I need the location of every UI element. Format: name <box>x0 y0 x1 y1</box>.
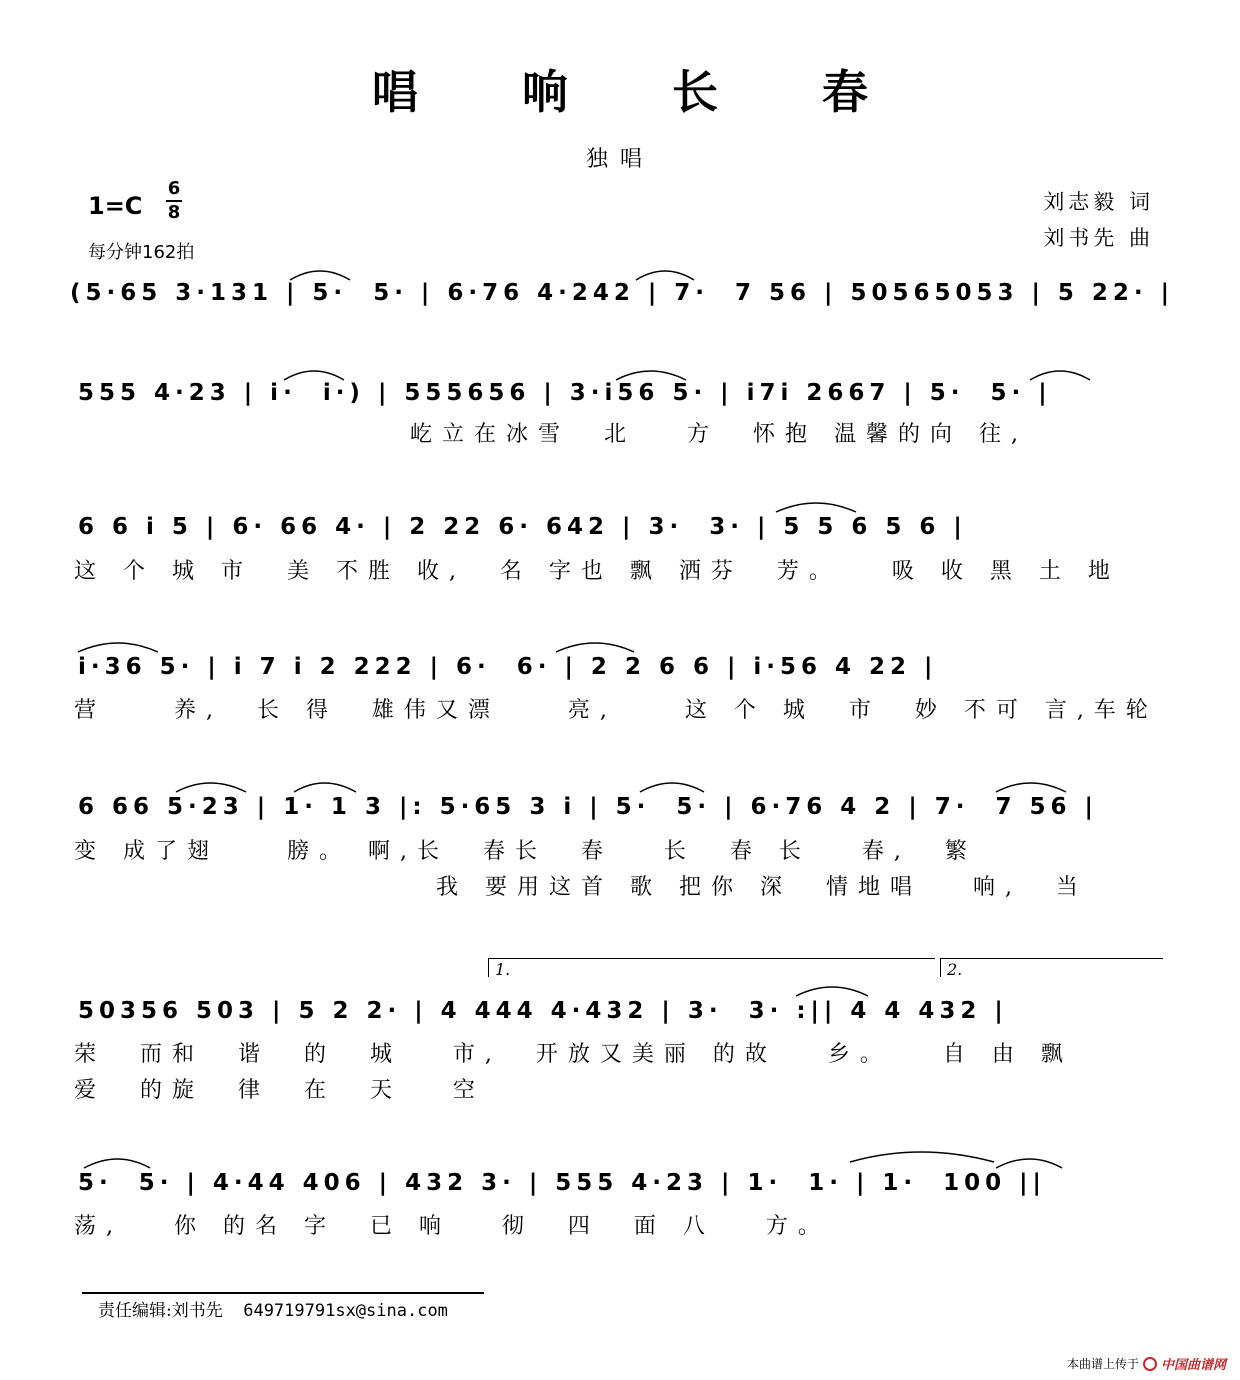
editor-email: 649719791sx@sina.com <box>243 1301 448 1321</box>
lyrics-row-6a: 荣 而和 谐 的 城 市, 开放又美丽 的故 乡。 自 由 飘 <box>74 1042 1073 1067</box>
notation-row-7: 5· 5· | 4·44 406 | 432 3· | 555 4·23 | 1· 1· | 1· 100 || <box>78 1170 1046 1196</box>
tempo-marking: 每分钟162拍 <box>88 242 195 263</box>
notation-row-2: 555 4·23 | i· i·) | 555656 | 3·i56 5· | i7i 2667 | 5· 5· | <box>78 380 1052 406</box>
editor-name: 刘书先 <box>171 1301 223 1321</box>
tie-arc <box>284 371 344 380</box>
tie-arc <box>776 503 856 512</box>
key-signature: 1=C <box>88 192 143 220</box>
lyrics-row-4: 营 养, 长 得 雄伟又漂 亮, 这 个 城 市 妙 不可 言,车轮 <box>74 698 1158 723</box>
tie-arc <box>1030 371 1090 380</box>
lyrics-row-2: 屹立在冰雪 北 方 怀抱 温馨的向 往, <box>410 422 1028 447</box>
time-signature-bottom: 8 <box>167 202 181 223</box>
tie-arc <box>996 783 1066 792</box>
tie-arc <box>850 1152 994 1162</box>
tie-arc <box>996 1159 1062 1168</box>
lyrics-row-3: 这 个 城 市 美 不胜 收, 名 字也 飘 洒芬 芳。 吸 收 黑 土 地 <box>74 559 1120 584</box>
composer-credit: 刘书先 曲 <box>1043 226 1154 250</box>
second-ending-label: 2. <box>947 960 963 979</box>
notation-row-5: 6 66 5·23 | 1· 1 3 |: 5·65 3 i | 5· 5· | 6·76 4 2 | 7· 7 56 | <box>78 794 1098 820</box>
notation-row-1: (5·65 3·131 | 5· 5· | 6·76 4·242 | 7· 7 56 | 50565053 | 5 22· | <box>70 280 1175 306</box>
lyrics-row-7: 荡, 你 的名 字 已 响 彻 四 面 八 方。 <box>74 1214 830 1239</box>
lyricist-credit: 刘志毅 词 <box>1043 190 1154 214</box>
tie-arc <box>796 987 868 996</box>
notation-row-6: 50356 503 | 5 2 2· | 4 444 4·432 | 3· 3· :|| 4 4 432 | <box>78 998 1008 1024</box>
upload-credit <box>1067 1354 1226 1373</box>
editor-footer <box>98 1296 448 1321</box>
notation-row-4: i·36 5· | i 7 i 2 222 | 6· 6· | 2 2 6 6 | i·56 4 22 | <box>78 654 938 680</box>
tie-arc <box>640 783 704 792</box>
first-ending-label: 1. <box>495 960 511 979</box>
tie-arc <box>636 271 694 280</box>
lyrics-row-5a: 变 成了翅 膀。 啊,长 春长 春 长 春 长 春, 繁 <box>74 839 977 864</box>
site-logo-icon <box>1143 1357 1157 1371</box>
tie-arc <box>616 371 686 380</box>
editor-label: 责任编辑: <box>98 1301 172 1321</box>
tie-arc <box>78 643 158 652</box>
site-name[interactable]: 中国曲谱网 <box>1160 1358 1226 1373</box>
tie-arc <box>290 271 350 280</box>
tie-arc <box>84 1159 150 1168</box>
time-signature-top: 6 <box>167 178 181 199</box>
song-subtitle: 独唱 <box>585 147 654 172</box>
footer-divider <box>82 1292 484 1294</box>
tie-arc <box>556 643 634 652</box>
song-title: 唱 响 长 春 <box>371 65 913 119</box>
lyrics-row-5b: 我 要用这首 歌 把你 深 情地唱 响, 当 <box>436 875 1088 900</box>
lyrics-row-6b: 爱 的旋 律 在 天 空 <box>74 1078 485 1103</box>
notation-row-3: 6 6 i 5 | 6· 66 4· | 2 22 6· 642 | 3· 3· | 5 5 6 5 6 | <box>78 514 967 540</box>
tie-arc <box>176 783 246 792</box>
tie-arc <box>294 783 356 792</box>
upload-label: 本曲谱上传于 <box>1066 1357 1139 1371</box>
